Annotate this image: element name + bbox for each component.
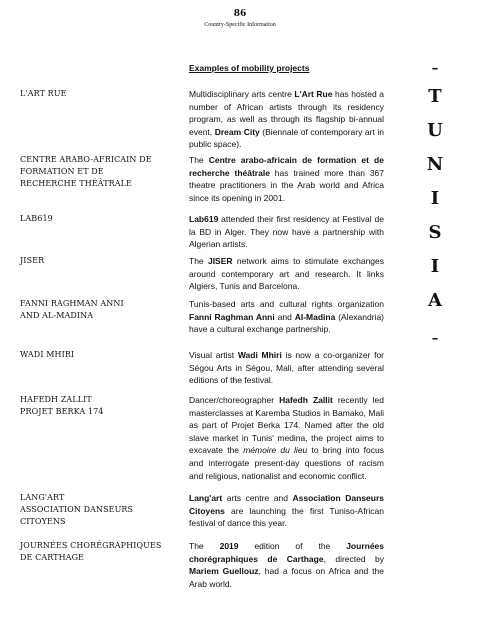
entry-name: L'ART RUE: [20, 89, 67, 98]
description-segment: (Alexandria) have a cultural exchange partnership.: [189, 311, 385, 335]
description-segment: Centre arabo-africain de formation et de recherche théâtrale: [189, 155, 384, 178]
description-segment: arts centre and: [222, 493, 293, 503]
description-segment: has hosted a number of African artists through its residency program, as well as through its flagship bi-annual event,: [189, 89, 384, 137]
description-segment: 2019: [219, 541, 239, 551]
entry-description: [189, 394, 384, 482]
entry-description: [189, 88, 384, 151]
entry-name: FANNI RAGHMAN ANNI AND AL-MADINA: [20, 299, 124, 320]
description-segment: (Biennale of contemporary art in public space).: [189, 126, 384, 150]
description-segment: are launching the first Tuniso-African festival of dance this year.: [189, 505, 384, 529]
description-segment: The: [189, 541, 220, 551]
side-letter: N: [426, 154, 444, 175]
description-segment: , had a focus on Africa and the Arab world.: [189, 566, 384, 589]
description-segment: Hafedh Zallit: [279, 395, 333, 405]
side-dash-bottom: –: [431, 331, 439, 346]
entry-name: JISER: [20, 256, 45, 265]
side-dash-top: –: [431, 61, 439, 76]
description-segment: Dream City: [214, 126, 260, 137]
entry-name: HAFEDH ZALLIT PROJET BERKA 174: [20, 395, 104, 416]
description-segment: mémoire du lieu: [243, 445, 308, 456]
description-segment: Dancer/choreographer: [189, 395, 280, 405]
description-segment: Mariem Guellouz: [189, 566, 259, 577]
description-segment: has trained more than 367 theatre practitioners in the Arab world and Africa since its opening in 2001.: [189, 167, 385, 203]
side-letter: U: [427, 120, 443, 141]
description-segment: Association Danseurs Citoyens: [189, 493, 384, 516]
description-segment: Wadi Mhiri: [237, 350, 282, 360]
description-segment: Visual artist: [189, 350, 238, 360]
entry-name: CENTRE ARABO-AFRICAIN DE FORMATION ET DE RECHERCHE THÉÂTRALE: [20, 155, 152, 188]
description-segment: recently led masterclasses at Karemba Studios in Bamako, Mali as part of Projet Berka 174. Named after the old slave market in Tunis' medina, the project aims to excavate the: [189, 395, 384, 456]
description-segment: Multidisciplinary arts centre: [189, 89, 295, 99]
side-letters: [415, 80, 455, 318]
description-segment: The: [189, 155, 209, 165]
side-country-label: [415, 62, 455, 346]
description-segment: JISER: [207, 256, 233, 266]
side-letter: S: [428, 222, 442, 243]
entry-description: [189, 349, 384, 387]
description-segment: L'Art Rue: [294, 89, 333, 99]
description-segment: Fanni Raghman Anni: [189, 311, 275, 322]
description-segment: and: [274, 311, 295, 322]
description-segment: to bring into focus and interrogate present-day questions of racism and religious, nationalist and economic conflict.: [189, 445, 384, 481]
entry-description: [189, 540, 384, 590]
side-letter: T: [428, 86, 442, 107]
entry-description: [189, 255, 384, 293]
entry-name: WADI MHIRI: [20, 350, 75, 359]
description-segment: Al-Madina: [294, 311, 336, 322]
entry-name: JOURNÉES CHORÉGRAPHIQUES DE CARTHAGE: [20, 541, 162, 562]
description-segment: Lang'art: [189, 493, 223, 503]
description-segment: The: [189, 256, 208, 266]
side-letter: I: [430, 256, 440, 277]
description-segment: attended their first residency at Festival de la BD in Alger. They now have a partnership with Algerian artists.: [189, 214, 384, 250]
description-segment: Tunis-based arts and cultural rights organization: [189, 299, 384, 309]
page-header: [0, 8, 480, 29]
side-letter: I: [430, 188, 440, 209]
entry-description: [189, 492, 384, 530]
side-letter: A: [428, 290, 442, 311]
description-segment: Lab619: [189, 214, 219, 224]
running-title: Country-Specific Information: [204, 22, 276, 28]
entry-description: [189, 213, 384, 251]
description-segment: , directed by: [323, 553, 384, 564]
entry-description: [189, 298, 384, 336]
entry-name: LAB619: [20, 214, 53, 223]
entry-description: [189, 154, 384, 204]
section-title: Examples of mobility projects: [189, 63, 310, 73]
description-segment: network aims to stimulate exchanges around contemporary art and research. It links Algiers, Tunis and Barcelona.: [189, 256, 385, 292]
page-number: 86: [233, 9, 247, 19]
description-segment: Journées chorégraphiques de Carthage: [189, 541, 384, 564]
entry-name: LANG'ART ASSOCIATION DANSEURS CITOYENS: [20, 493, 134, 526]
description-segment: is now a co-organizer for Ségou Arts in Ségou, Mali, after attending several editions of the festival.: [189, 350, 385, 386]
description-segment: edition of the: [238, 541, 347, 551]
